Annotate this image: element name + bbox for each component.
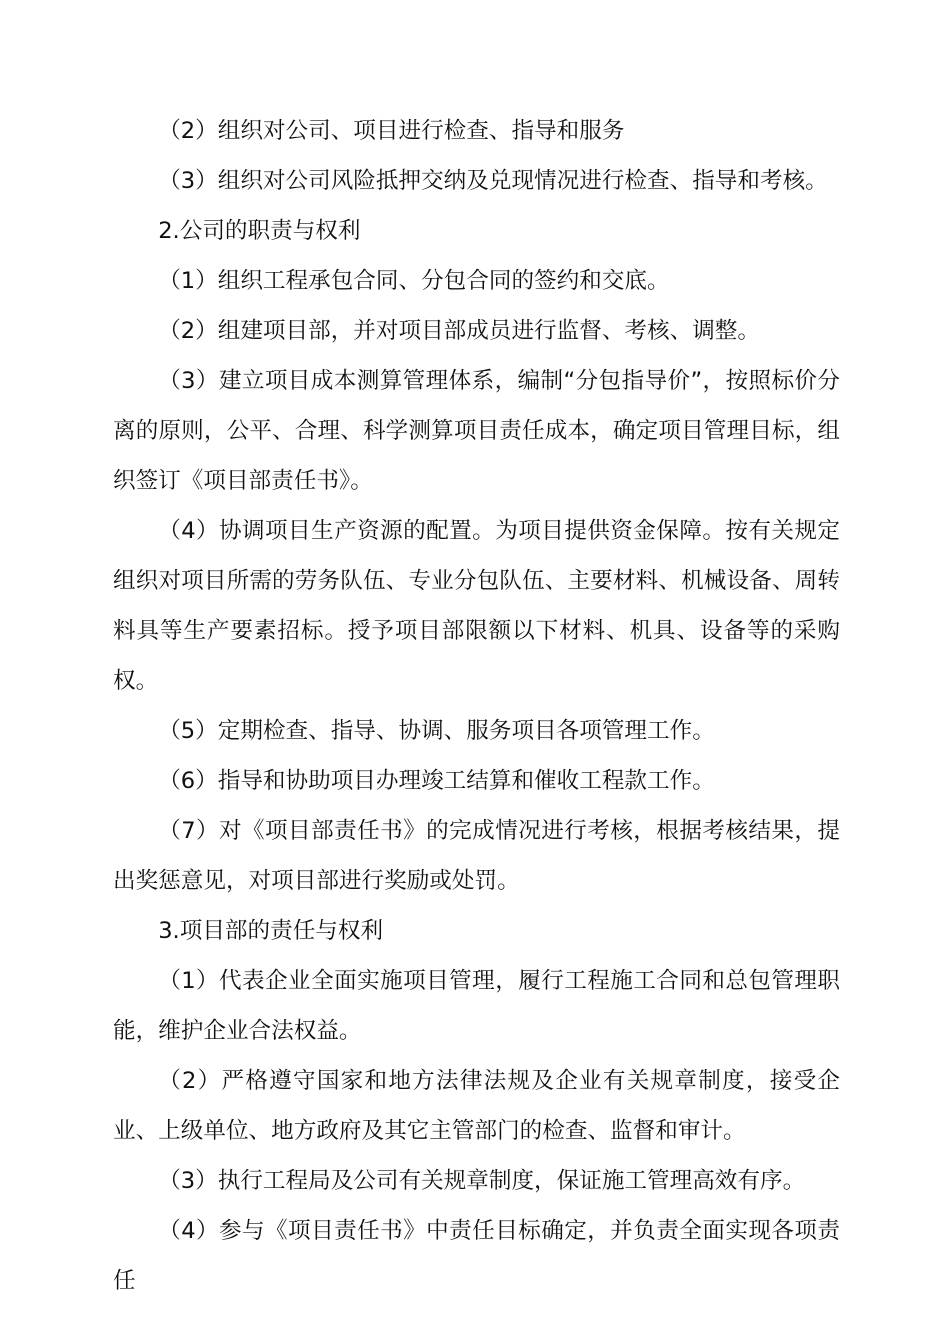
paragraph-item-1-contracts: （1）组织工程承包合同、分包合同的签约和交底。 (158, 268, 670, 294)
paragraph-item-3-cost-system: （3）建立项目成本测算管理体系，编制“分包指导价”，按照标价分离的原则，公平、合理、科学测算项目责任成本，确定项目管理目标，组织签订《项目部责任书》。 (113, 368, 840, 494)
section-heading-project-duties: 3.项目部的责任与权利 (158, 918, 384, 944)
paragraph-item-6-settlement: （6）指导和协助项目办理竣工结算和催收工程款工作。 (158, 768, 715, 794)
paragraph-item-7-assessment: （7）对《项目部责任书》的完成情况进行考核，根据考核结果，提出奖惩意见，对项目部进行奖励或处罚。 (113, 818, 840, 894)
paragraph-item-3-execute: （3）执行工程局及公司有关规章制度，保证施工管理高效有序。 (158, 1168, 806, 1194)
paragraph-item-2-comply: （2）严格遵守国家和地方法律法规及企业有关规章制度，接受企业、上级单位、地方政府及其它主管部门的检查、监督和审计。 (113, 1068, 840, 1144)
paragraph-item-4-participate: （4）参与《项目责任书》中责任目标确定，并负责全面实现各项责任 (113, 1218, 840, 1294)
paragraph-item-5-periodic-check: （5）定期检查、指导、协调、服务项目各项管理工作。 (158, 718, 715, 744)
paragraph-item-1-represent: （1）代表企业全面实施项目管理，履行工程施工合同和总包管理职能，维护企业合法权益。 (113, 968, 840, 1044)
paragraph-item-2-project-dept: （2）组建项目部，并对项目部成员进行监督、考核、调整。 (158, 318, 760, 344)
document-body (113, 106, 840, 1306)
section-heading-company-duties: 2.公司的职责与权利 (158, 218, 361, 244)
paragraph-item-3-risk-deposit: （3）组织对公司风险抵押交纳及兑现情况进行检查、指导和考核。 (158, 168, 828, 194)
paragraph-item-4-resources: （4）协调项目生产资源的配置。为项目提供资金保障。按有关规定组织对项目所需的劳务队伍、专业分包队伍、主要材料、机械设备、周转料具等生产要素招标。授予项目部限额以下材料、机具、设备等的采购权。 (113, 518, 840, 694)
paragraph-item-2-inspection: （2）组织对公司、项目进行检查、指导和服务 (158, 118, 625, 144)
